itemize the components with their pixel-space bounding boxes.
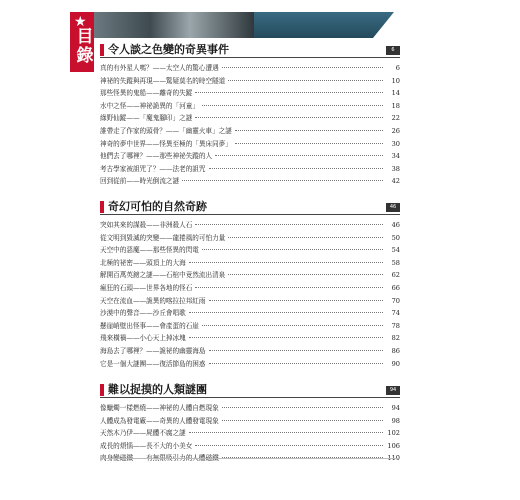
dot-leader xyxy=(235,130,383,131)
toc-entry-page: 66 xyxy=(391,283,400,292)
toc-entry-title: 天空中的惡魔——那些怪異的閃電 xyxy=(100,246,199,255)
toc-entry-page: 86 xyxy=(391,346,400,355)
dot-leader xyxy=(209,300,384,301)
toc-entry-title: 綠野仙蹤——「魔鬼腳印」之謎 xyxy=(100,114,193,123)
section-title: 難以捉摸的人類謎團 xyxy=(108,383,207,396)
dot-leader xyxy=(228,237,383,238)
dot-leader xyxy=(195,445,383,446)
section-title: 奇幻可怕的自然奇跡 xyxy=(108,200,207,213)
toc-entry[interactable] xyxy=(100,320,400,333)
toc-entry[interactable] xyxy=(100,282,400,295)
toc-entry-page: 94 xyxy=(391,404,400,412)
toc-entry-title: 瘋狂的石頭——世界各地的怪石 xyxy=(100,283,193,292)
dot-leader xyxy=(228,80,383,81)
section-page-badge: 46 xyxy=(386,203,400,212)
dot-leader xyxy=(189,312,383,313)
toc-entry[interactable] xyxy=(100,332,400,345)
toc-entry[interactable] xyxy=(100,358,400,371)
toc-entry[interactable] xyxy=(100,87,400,100)
toc-entry[interactable] xyxy=(100,138,400,151)
toc-entry-title: 水中之怪——神祕詭異的「河童」 xyxy=(100,101,199,110)
toc-entry[interactable] xyxy=(100,112,400,125)
toc-entry-title: 解開百萬英鎊之謎——石棺中竟然流出清泉 xyxy=(100,271,226,280)
toc-entry-page: 62 xyxy=(391,271,400,280)
toc-entry[interactable] xyxy=(100,415,400,428)
section-2 xyxy=(100,200,400,370)
dot-leader xyxy=(195,287,383,288)
dot-leader xyxy=(222,67,383,68)
toc-entry-title: 懸崖峭壁出怪事——會產蛋的石崖 xyxy=(100,321,199,330)
toc-entry-page: 110 xyxy=(387,454,400,463)
toc-entry[interactable] xyxy=(100,75,400,88)
toc-entry-title: 人體成為發電廠——奇異的人體發電現象 xyxy=(100,416,219,425)
section-marker xyxy=(100,384,104,396)
toc-entry-title: 神奇的夢中世界——怪異至極的「異床同夢」 xyxy=(100,139,232,148)
dot-leader xyxy=(195,117,383,118)
toc-entry-page: 42 xyxy=(391,177,400,186)
page-title: 目錄 xyxy=(76,27,94,66)
dot-leader xyxy=(202,105,383,106)
toc-entry-list xyxy=(100,62,400,188)
toc-entry-page: 58 xyxy=(391,258,400,267)
section-title: 令人談之色變的奇異事件 xyxy=(108,43,229,56)
section-marker xyxy=(100,201,104,213)
toc-entry-title: 沙漠中的聲音——沙丘會唱歌 xyxy=(100,309,186,318)
bottom-divider xyxy=(100,458,400,459)
toc-entry-title: 從文明到毀滅的突變——龍捲風的可怕力量 xyxy=(100,233,226,242)
toc-entry[interactable] xyxy=(100,62,400,75)
toc-entry-title: 飛來橫禍——小心天上掉冰塊 xyxy=(100,334,186,343)
toc-entry[interactable] xyxy=(100,150,400,163)
dot-leader xyxy=(202,249,383,250)
toc-entry-list xyxy=(100,219,400,370)
toc-entry-page: 78 xyxy=(391,321,400,330)
toc-entry-page: 50 xyxy=(391,233,400,242)
toc-entry-title: 那些怪異的鬼船——離奇的失蹤 xyxy=(100,89,193,98)
toc-entry-title: 回到從前——時光倒流之謎 xyxy=(100,177,180,186)
star-icon: ★ xyxy=(74,14,87,30)
toc-entry-page: 82 xyxy=(391,334,400,343)
toc-entry-page: 30 xyxy=(391,139,400,148)
toc-entry-page: 18 xyxy=(391,101,400,110)
toc-entry[interactable] xyxy=(100,244,400,257)
toc-entry-page: 98 xyxy=(391,416,400,425)
dot-leader xyxy=(228,274,383,275)
dot-leader xyxy=(195,224,383,225)
toc-entry-page: 46 xyxy=(391,221,400,229)
toc-entry-page: 106 xyxy=(387,441,400,450)
toc-entry-page: 34 xyxy=(391,152,400,161)
toc-entry[interactable] xyxy=(100,125,400,138)
toc-entry-page: 74 xyxy=(391,309,400,318)
toc-entry[interactable] xyxy=(100,163,400,176)
section-1 xyxy=(100,43,400,188)
section-marker xyxy=(100,44,104,56)
section-page-badge: 6 xyxy=(386,46,400,55)
toc-entry-title: 北極的祕密——頭頂上的大海 xyxy=(100,258,186,267)
dot-leader xyxy=(195,92,383,93)
dot-leader xyxy=(202,325,383,326)
dot-leader xyxy=(209,363,384,364)
header-decor-band xyxy=(254,12,394,38)
toc-entry-page: 54 xyxy=(391,246,400,255)
toc-entry-page: 10 xyxy=(391,76,400,85)
toc-entry-page: 26 xyxy=(391,126,400,135)
toc-entry-page: 22 xyxy=(391,114,400,123)
dot-leader xyxy=(222,420,383,421)
toc-entry[interactable] xyxy=(100,219,400,232)
toc-entry-title: 他們去了哪裡？——那些神祕失蹤的人 xyxy=(100,152,213,161)
toc-entry-page: 90 xyxy=(391,359,400,368)
toc-entry-title: 肉身變磁鐵——有無限吸引力的人體磁鐵 xyxy=(100,454,219,463)
toc-entry-title: 誰帶走了作家的頭骨？——「幽靈火車」之謎 xyxy=(100,126,232,135)
toc-entry-title: 突如其來的謀殺——非洲殺人石 xyxy=(100,221,193,229)
toc-entry-page: 70 xyxy=(391,296,400,305)
dot-leader xyxy=(209,168,384,169)
toc-entry[interactable] xyxy=(100,440,400,453)
section-header xyxy=(100,200,400,215)
dot-leader xyxy=(215,155,383,156)
toc-entry[interactable] xyxy=(100,427,400,440)
toc-entry[interactable] xyxy=(100,269,400,282)
toc-entry[interactable] xyxy=(100,295,400,308)
toc-entry-list xyxy=(100,402,400,465)
dot-leader xyxy=(222,407,383,408)
dot-leader xyxy=(209,350,384,351)
section-page-badge: 94 xyxy=(386,386,400,395)
toc-entry-title: 像蠟燭一樣燃燒——神祕的人體自燃現象 xyxy=(100,404,219,412)
toc-entry[interactable] xyxy=(100,345,400,358)
toc-entry-title: 它是一個大謎團——復活節島的困惑 xyxy=(100,359,206,368)
toc-entry[interactable] xyxy=(100,175,400,188)
dot-leader xyxy=(235,143,383,144)
section-header xyxy=(100,383,400,398)
toc-entry-title: 神祕的失蹤與再現——驚疑莫名的時空隧道 xyxy=(100,76,226,85)
toc-entry-title: 成長的煩惱——長不大的小美女 xyxy=(100,441,193,450)
toc-entry-page: 38 xyxy=(391,164,400,173)
dot-leader xyxy=(189,432,383,433)
toc-entry-page: 14 xyxy=(391,89,400,98)
toc-entry-page: 6 xyxy=(395,64,400,72)
toc-entry[interactable] xyxy=(100,307,400,320)
toc-entry-title: 真的有外星人嗎？——太空人的驚心遭遇 xyxy=(100,64,219,72)
toc-entry-title: 考古學家被詛咒了？——法老的詛咒 xyxy=(100,164,206,173)
dot-leader xyxy=(189,262,383,263)
section-3 xyxy=(100,383,400,465)
dot-leader xyxy=(182,180,383,181)
toc-entry-title: 天空在流血——詭異的喀拉拉邦紅雨 xyxy=(100,296,206,305)
toc-entry-title: 天然木乃伊——屍體不腐之謎 xyxy=(100,429,186,438)
toc-entry[interactable] xyxy=(100,232,400,245)
header-photo-image xyxy=(94,12,254,38)
section-header xyxy=(100,43,400,58)
toc-entry[interactable] xyxy=(100,402,400,415)
dot-leader xyxy=(189,337,383,338)
toc-entry-page: 102 xyxy=(387,429,400,438)
toc-entry-title: 海島去了哪裡？——詭祕的幽靈海島 xyxy=(100,346,206,355)
toc-entry[interactable] xyxy=(100,100,400,113)
toc-entry[interactable] xyxy=(100,257,400,270)
